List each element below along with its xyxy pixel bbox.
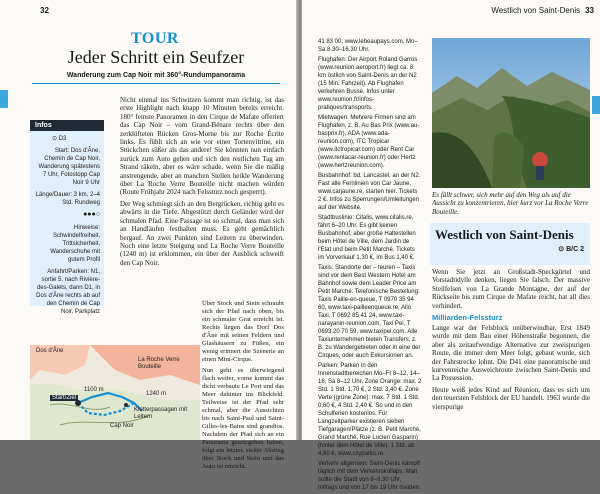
page-number-right: 33 [585, 6, 594, 15]
map-label-alt1: 1100 m [84, 387, 104, 393]
landscape-photo-graphic [432, 38, 590, 188]
info-arrival: Anfahrt/Parken: N1, sortie 5, nach Rivière-des-Galets, dann D1, in Dos d'Âne rechts ab auf den Chemin de Cap Noir, Parkplatz [36, 269, 100, 315]
section-body [432, 268, 590, 414]
info-box-title: Infos [30, 120, 104, 131]
section-header [430, 223, 590, 265]
tour-paragraph-2: Der Weg schmiegt sich an den Bergrücken, richtig geht es abwärts in die Tiefe. Abgestützt durch Geländer wird der schmalen Pfad. Eine Passage ist so schmal, dass man sich an Handläufen festhalten muss. Es geht gemächlich bergauf. An zwei Punkten sind Leitern zu überwinden. Noch eine letzte Steigung und La Roche Verre Bouteille (1240 m) ist erklommen, ein über der Ausblick schweift den Cap Noir. [120, 199, 284, 267]
subline-rule [32, 83, 280, 84]
map-label-roche-verre: La Roche Verre Bouteille [138, 357, 180, 370]
tour-paragraph-3: Über Stock und Stein schraubt sich der Pfad nach oben, bis ein schmaler Grat erreicht ist. Rechts liegen das Dorf Dos d'Âne mit seinen Feldern und Glashäusern zu Füßen, ein wenig erinnert die Szenerie an einen Mini-Cirque. [202, 300, 284, 363]
entry-rental: Mietwagen: Mehrere Firmen sind am Flughafen, z. B. Au Bas Prix (www.au-basprix.fr), ADA (www.ada-reunion.com), ITC Tropicar (www.itctropicar.com) oder Rent Car (www.rentacar-reunion.fr) oder Hertz (www.hertzreunion.com). [318, 115, 420, 169]
tour-paragraph-4: Nun geht es überwiegend flach weiter, vorne kommt das dicht verbaute Le Port und das Meer dahinter ins Blickfeld. Teilweise ist der Pfad sehr schmal, aber die Aussichten bis nach Saint-Paul und Saint-Gilles-les-Bains sind grandios. Nachdem der Pfad sich an ein Panorama gesetzgeben haben, folgt ein letzter, steiler Abstieg über Stock und Stein und das Auto ist erreicht. [202, 367, 284, 470]
map-label-alt2: 1240 m [146, 391, 167, 397]
map-label-dos-dane: Dos d'Âne [36, 348, 64, 354]
entry-citybus: Stadtbuslinie: Citalis, www.citalis.re, fährt 6–20 Uhr. Es gibt keinen Busbahnhof, aber große Haltestellen beim Hôtel de Ville, dem Jardin de l'Etat und beim Petit Marché. Tickets im Vorverkauf 1,30 €, im Bus 1,40 €. [318, 215, 416, 261]
chapter-tab-left [0, 90, 8, 108]
info-map-ref: ⊙ D3 [52, 136, 67, 142]
route-map [30, 345, 200, 440]
tour-text-top [120, 96, 284, 270]
difficulty-rating: ●●●○ [83, 211, 100, 218]
tour-paragraph-1: Nicht einmal ins Schwitzen kommt man richtig, ist das erste Highlight nach knapp 10 Minuten bereits erreicht. 180° feinste Panoramen in den Cirque de Mafate offeriert das Cap Noir – vom Grand-Bénare rechts über den zerklüfteten Rücken Gros-Morne bis zur Roche Écrite links. Es fühlt sich an wie vor einer Tortenvitrine, ein Stückchen süßer als das andere! Sie könnten nun einfach zurück zum Auto gehen und sich den restlichen Tag am Strand räkeln, aber es wäre schade, wenn Sie die mäßig anstrengende, aber an manchen Stellen heikle Wanderung über La Roche Verre Bouteille nicht machen würden (Route Frühjahr 2024 nach Felssturz noch gesperrt). [120, 96, 284, 197]
section-title: Westlich von Saint-Denis [435, 227, 574, 242]
photo-caption: Es fällt schwer, sich mehr auf den Weg als auf die Aussicht zu konzentrieren, hier kurz vor La Roche Verre Bouteille. [432, 191, 589, 216]
map-label-start: Start/Ziel [52, 395, 77, 401]
section-paragraph-1: Lange war der Felsblock unüberwindbar. Erst 1849 wurde mit dem Bau einer Höhenstraße begonnen, die aber als zeitaufwendige Alternative zur zweispurigen Route, die immer dem Meer folgt, gebaut wurde, sich der Fahrstrecke lohnt. Die D41 eine panoramische und kurvenreiche Ausweichroute zwischen Saint-Denis und La Possession. [432, 324, 590, 383]
entry-airport: Flughafen: Der Airport Roland Garros (www.reunion.aeroport.fr) liegt ca. 8 km östlich von Saint-Denis an der N2 (15 Min. Fahrzeit). Ab Flughafen verkehren Busse, Infos unter www.reunion.fr/infos-pratiques/transports. [318, 57, 418, 111]
info-start: Start: Dos d'Âne, Chemin de Cap Noir, Wanderung spätestens 7 Uhr, Fotostopp Cap Noir 9 Uhr [38, 148, 100, 186]
info-box [30, 120, 104, 315]
section-intro: Wenn Sie jetzt an Großstadt-Speckgürtel und Vorstadtidylle denken, liegen Sie falsch. Der massive Steilfelsen von La Grande Montagne, der auf der Rückseite bis zum Cirque de Mafate reicht, hat all dies verhindert. [432, 268, 590, 310]
section-paragraph-2: Heute weiß jedes Kind auf Réunion, dass es sich um den teuersten Felsblock der EU handelt. 1963 wurde die vierspurige [432, 385, 590, 411]
section-subhead: Milliarden-Felssturz [432, 313, 503, 323]
map-label-note: Kletterpassagen mit Leitern [134, 407, 188, 420]
info-length: Länge/Dauer: 3 km, 2–4 Std. Rundweg [35, 192, 100, 206]
practical-info-column [318, 38, 422, 494]
landscape-photo [432, 38, 590, 188]
info-hints: Hinweise: Schwindelfreiheit, Trittsicherheit, Wanderschuhe mit gutem Profil [50, 225, 100, 263]
page-number-left: 32 [40, 6, 49, 15]
map-label-cap-noir: Cap Noir [110, 423, 134, 429]
running-head: Westlich von Saint-Denis 33 [491, 6, 594, 15]
tour-label: TOUR [131, 30, 179, 47]
section-map-ref: ⊙ B/C 2 [558, 246, 584, 253]
chapter-tab-right [592, 96, 600, 114]
tour-text-bottom [202, 300, 284, 474]
tour-headline: Jeder Schritt ein Seufzer [67, 47, 245, 67]
entry-traffic: Verkehr allgemein: Saint-Denis kämpft täglich mit dem Verkehrskollaps. Man sollte die Stadt von 8–9.30 Uhr, mittags und von 17 bis 19 Uhr meiden. [318, 461, 421, 491]
tour-subline: Wanderung zum Cap Noir mit 360°-Rundumpanorama [66, 72, 246, 79]
entry-parking: Parken: Parken in den Innenstadtbereichen Mo–Fr 8–12, 14–16, Sa 8–12 Uhr, Zone Orange: max. 2 Std. 1 Std. 1,70 €, 2 Std. 3,40 €. Zone Verte (grüne Zone): max. 7 Std. 1 Std. 0,60 €, 4 Std. 2,40 €. So und in den Schulferien kostenlos. Für Langzeitparker existieren sieben Tiefgaragen/Plätze (z. B. Petit Marché, Grand Marché, Rue Lucien Gasparin) (hinter dem Hôtel de Ville): 1 Std. ab 4,60 €, www.cityparks.re. [318, 363, 422, 457]
entry-busstation: Busbahnhof: bd. Lancastel, an der N2. Fast alle Fernlinien von Car Jaune, www.carjaune.re, starten hier. Tickets 2 €. Infos zu Sperrungen/Umleitungen auf der Website. [318, 173, 421, 211]
entry-taxis: Taxis: Standorte der – teuren – Taxis sind vor dem Best Western Hotel am Bahnhof sowie dem Leader Price am Petit Marché. Telefonische Bestellung: Taxis Paille-en-queue, T 0970 35 94 60, www.taxi-pailleenqueue.re, Allo Taxi, T 0692 85 41 24, www.taxi-narayanin-reunion.com, Taxi Pei, T 0693 20 70 59, www.taxipei.com. Alle Taxiunternehmen bieten Transfers, z. B. zu Wandergebieten oder in eine der Cirques, oder auch Exkursionen an. [318, 265, 421, 359]
entry-1: 41 83 00, www.lebeaupays.com, Mo–Sa 8.30–16.30 Uhr. [318, 39, 418, 53]
left-page [0, 0, 298, 470]
